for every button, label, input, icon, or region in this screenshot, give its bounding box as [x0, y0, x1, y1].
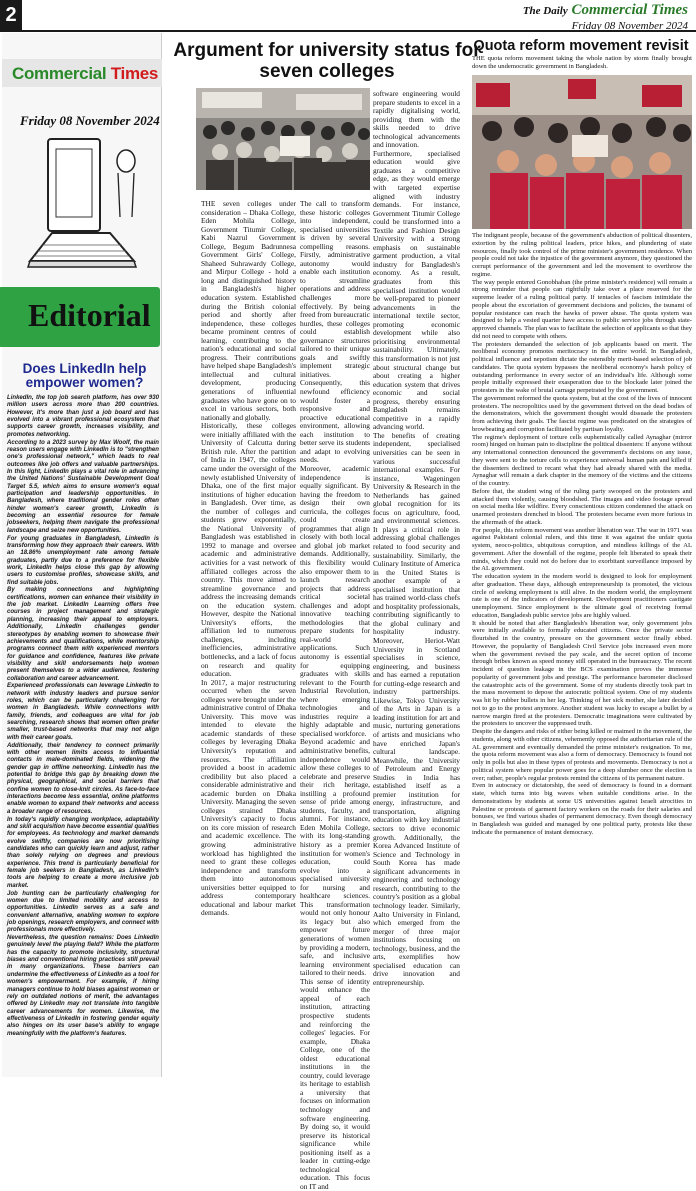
right-article-intro: THE quota reform movement taking the whole nation by storm finally brought down the undemocratic government in Bangladesh.: [472, 55, 692, 70]
masthead-name: Commercial Times: [571, 2, 688, 18]
header-rule: [0, 30, 696, 32]
center-column-1: [201, 200, 296, 1070]
article-paragraph: In 2017, a major restructuring occurred when the seven colleges were brought under the administrative control of Dhaka University. This move was intended to elevate the academic standards of these colleges by leveraging Dhaka University's reputation and resources. The affiliation provided a boost in academic credibility but also placed a considerable administrative and academic burden on Dhaka University. Managing the seven colleges strained Dhaka University's capacity to focus on its core mission of research and academic excellence. The growing administrative workload has highlighted the need to grant these colleges independence and transform them into autonomous universities better equipped to address contemporary educational and labour market demands.: [201, 677, 296, 918]
article-paragraph: Furthermore, specialised education would give graduates a competitive edge, as they would emerge with targeted expertise aligned with industry demands. For instance, Government Titumir College could be transformed into a Textile and Fashion Design University with a strong emphasis on sustainable garment production, a vital industry for Bangladesh's economy. As a result, graduates from this specialised institution would be well-prepared to pioneer advancements in the international textile sector, promoting economic development while also prioritising environmental sustainability. Ultimately, this transformation is not just about structural change but about creating a higher education system that drives economic and social progress, thereby ensuring Bangladesh remains competitive in a rapidly advancing world.: [373, 148, 460, 432]
article-paragraph: The call to transform these historic colleges into independent, specialised universities is driven by several compelling reasons. Firstly, administrative autonomy would enable each institution to streamline operations and address challenges more effectively. By being freed from bureaucratic hurdles, these colleges could establish governance structures tailored to their unique goals and swiftly implement strategic initiatives. Consequently, this newfound efficiency would foster a responsive and proactive educational environment, allowing each institution to better serve its students and adapt to evolving needs.: [300, 199, 370, 465]
quota-protest-photo: [472, 75, 692, 229]
masthead-brand: [523, 2, 688, 19]
center-column-2: [300, 199, 370, 1191]
editorial-headline: Does LinkedIn help empower women?: [22, 361, 147, 390]
article-paragraph: This sense of identity would enhance the appeal of each institution, attracting prospective students and reinforcing the colleges' legacies. For example, Dhaka College, one of the oldest educational institutions in the country, could leverage its heritage to establish a university that focuses on information technology and software engineering. By doing so, it would preserve its historical significance while positioning itself as a leader in cutting-edge technological education. This focus on IT and: [300, 976, 370, 1191]
center-article-title: Argument for university status for seven colleges: [173, 40, 481, 82]
section-label: Editorial: [28, 297, 151, 333]
article-paragraph: Even in autocracy or dictatorship, the seed of democracy is found in a dormant state, which turns into big waves when suitable conditions arise. In the demonstrations by students at some US universities against Israeli atrocities in Palestine or protests of garment factory workers on the roads for their salaries and bonuses, we find various shades of permanent democracy. Even though democracy in Bangladesh was guided and managed by one political party, protests like these indicate the permanence of instant democracy.: [472, 782, 692, 836]
masthead: [523, 2, 688, 32]
right-article-body: [472, 232, 692, 1074]
editorial-sidebar: [2, 33, 162, 1077]
masthead-date: Friday 08 November 2024: [571, 20, 688, 32]
article-paragraph: Historically, these colleges were initially affiliated with the University of Calcutta during British rule. After the partition of India in 1947, the colleges came under the oversight of the newly established University of Dhaka, one of the first major institutions of higher education in Bangladesh. Over time, as the number of colleges and students grew exponentially, the National University of Bangladesh was established in 1992 to manage and oversee academic and administrative activities for a vast network of affiliated colleges across the country. This move aimed to streamline governance and address the increasing demands on the education system. However, despite the National University's efforts, the affiliation led to numerous challenges, including inefficiencies, administrative bottlenecks, and a lack of focus on research and quality education.: [201, 421, 296, 679]
editorial-paragraph: By making connections and highlighting certifications, women can enhance their visibility in the job market. LinkedIn Learning offers free courses in project management and strategic planning, increasing their appeal to employers. Additionally, LinkedIn challenges gender stereotypes by enabling women to showcase their achievements and qualifications, while mentorship programs connect them with experienced mentors for guidance and confidence, features like private visibility and skill endorsements help women present themselves to a wider audience, fostering collaboration and career advancement.: [7, 587, 159, 682]
article-paragraph: The indignant people, because of the government's abduction of political dissenters, extortion by the ruling political leaders, price hikes, and plundering of state resources, finally took control of the prime minister's government residence. When people could not take the injustice of the government anymore, they questioned the corrupt performance of the government and led the movement to overthrow the regime.: [472, 232, 692, 278]
editorial-paragraph: LinkedIn, the top job search platform, has over 930 million users across more than 200 countries. However, it's more than just a job board and has evolved into a vibrant professional ecosystem that supports career growth, increases visibility, and promotes networking.: [7, 395, 159, 438]
editorial-paragraph: In today's rapidly changing workplace, adaptability and skill acquisition have become essential qualities for employees. As technology and market demands evolve swiftly, companies are now prioritising candidates who can quickly learn and adjust, rather than solely relying on degrees and previous experience. This trend is particularly beneficial for female job seekers in Bangladesh, as LinkedIn's tools are helping to create a more inclusive job market.: [7, 816, 159, 889]
sidebar-logo: Commercial Times: [12, 64, 159, 83]
editorial-paragraph: For young graduates in Bangladesh, LinkedIn is transforming how they approach their careers. With an 18.86% unemployment rate among female graduates, partly due to a preference for flexible work, LinkedIn helps close this gap by allowing users to customise profiles, showcase skills, and find suitable jobs.: [7, 535, 159, 586]
page-number: 2: [0, 0, 22, 30]
article-paragraph: Moreover, academic independence is equally significant. By having the freedom to design their own curricula, the colleges could create programmes that align closely with both local and global job market demands. Additionally, this flexibility would also empower them to launch research projects that address critical societal challenges and adopt innovative teaching methodologies that prepare students for real-world applications. Such autonomy is essential for equipping graduates with skills relevant to the Fourth Industrial Revolution, where emerging technologies and industries require a highly adaptable and specialised workforce.: [300, 463, 370, 738]
article-paragraph: software engineering would prepare students to excel in a rapidly digitalising world, providing them with the skills needed to drive technological advancements and innovation.: [373, 89, 460, 150]
editorial-paragraph: Job hunting can be particularly challenging for women due to limited mobility and access to opportunities. LinkedIn serves as a safe and convenient alternative, enabling women to explore job openings, research employers, and connect with professionals more effectively.: [7, 890, 159, 934]
sidebar-date: Friday 08 November 2024: [20, 113, 160, 128]
center-column-3: [373, 90, 460, 1070]
article-paragraph: It should be noted that after Bangladesh's liberation war, only government jobs were initially available to formally educated citizens. Once the private sector flourished in the country, pressure on the government sector finally ebbed. However, the popularity of Bangladesh Civil Service jobs increased even more when the government revised the pay scale, and the secret option of income through bribes known as speed money still operated in the bureaucracy. The recent incident of question leakage in the BCS examination proves the immense popularity of government jobs and prestige. The performance barometer disclosed the catastrophic acts of the government. Some of my students directly took part in the mass movement to depose the autocratic political system. One of my students was hit by rubber bullets in her leg. Thinking of her sick mother, she later decided not to go to the protest anymore. Another student was lucky to escape a bullet by a narrow margin fired at the protesters. Democratic imaginations were cultivated by the protesters to uncover the suppressed truth.: [472, 619, 692, 728]
laptop-illustration: [22, 137, 142, 277]
protest-photo: [196, 88, 370, 190]
article-paragraph: The education system in the modern world is designed to look for employment after graduation. These days, although entrepreneurship is promoted, the vicious circle of seeking employment is still alive. In the modern world, the employment rate is one of the indicators of development. Development practitioners castigate unemployment. Since employment is the ultimate goal of receiving formal education, Bangladesh public service jobs are highly valued.: [472, 573, 692, 619]
editorial-paragraph: According to a 2023 survey by Max Woolf, the main reason users engage with LinkedIn is to "strengthen one's professional network," which leads to real outcomes like job offers and valuable partnerships. In this light, LinkedIn plays a vital role in advancing the United Nations' Sustainable Development Goal Target 5.5, which aims to ensure women's equal participation and leadership opportunities. In Bangladesh, where traditional gender roles often hinder women's career growth, LinkedIn is becoming an essential resource for female jobseekers, helping them navigate the professional landscape and seize new opportunities.: [7, 439, 159, 534]
right-article-title: Quota reform movement revisit: [473, 38, 689, 54]
article-paragraph: The regime's deployment of torture cells euphemistically called Aynaghar (mirror room) hinged on human pain to discipline the political dissenters: If anyone without any international connection denounced the government's decisions on any issue, they were sent to the torture cells to experience universal human pain and killed if the dissenters declined to recant what they had already shared with the media. Aynaghar will remain a dark chapter in the memory of the victims and the citizens of the country.: [472, 433, 693, 487]
editorial-paragraph: Experienced professionals can leverage LinkedIn to network with industry leaders and pursue senior roles, which can be particularly challenging for women in Bangladesh. While connections with family, friends, and colleagues are vital for job searching, research shows that women often prefer smaller, trust-based networks that may not align with their career goals.: [7, 683, 159, 741]
article-paragraph: Before that, the student wing of the ruling party swooped on the protesters and attacked them violently, causing bloodshed. The images and video footage spread on social media like wildfire. Every conscientious citizen condemned the attack on unarmed protesters drenched in blood. The protesters became even more furious in the aftermath of the attack.: [472, 487, 692, 526]
article-paragraph: The government reformed the quota system, but at the cost of the lives of innocent protesters. The necropolitics used by the government thrived on the dead bodies of the demonstrators, which the government thought would dissuade the protesters from achieving their goals. The fascist regime was predicated on the strategies of browbeating and corruption facilitated by partisan loyalty.: [472, 394, 692, 433]
article-paragraph: The way people entered Gonobhaban (the prime minister's residence) will remain a strong reminder that people can rightfully take over a place reserved for the supreme leader of a ruling political party. If tentacles of fascism intimidate the people about the excoriation of government decisions and policies, the tsunami of popular resistance can reach the hawks of power abuse. The quota system was designed to help a vested quarter have access to public service jobs through state-approved channels. The plan was to facilitate the selection of applicants so that they did not need to compete with others.: [472, 278, 692, 340]
article-paragraph: Despite the dangers and risks of either being killed or maimed in the movement, the students, along with other citizens, vehemently opposed the authoritarian rule of the AL government and eventually demanded the prime minister's resignation. To me, the quota reform movement was also a form of democracy. Democracy is found not only in polls but also in these types of protests and movements. Democracy is not a political system where popular power goes for a deep slumber once the election is over; rather, people's regular protests remind the citizens of its permanent nature.: [472, 728, 692, 782]
article-paragraph: The benefits of creating independent, specialised universities can be seen in various successful international examples. For instance, Wageningen University & Research in the Netherlands has gained global recognition for its focus on agriculture, food, and environmental sciences. It plays a critical role in addressing global challenges related to food security and sustainability. Similarly, the Culinary Institute of America in the United States is another example of a specialised institution that has trained world-class chefs and hospitality professionals, contributing significantly to the global culinary and hospitality industry. Moreover, Heriot-Watt University in Scotland specialises in science, engineering, and business and has earned a reputation for cutting-edge research and industry partnerships. Likewise, Tokyo University of the Arts in Japan is a leading institution for art and music, nurturing generations of artists and musicians who have enriched Japan's cultural landscape. Meanwhile, the University of Petroleum and Energy Studies in India has established itself as a premier institution for energy, infrastructure, and transportation, aligning education with key industrial sectors to drive economic growth. Additionally, the Korea Advanced Institute of Science and Technology in South Korea has made significant advancements in engineering and technology research, contributing to the country's position as a global technology leader. Similarly, Aalto University in Finland, which emerged from the merger of three major institutions focusing on technology, business, and the arts, exemplifies how specialised education can drive innovation and entrepreneurship.: [373, 430, 460, 987]
editorial-body: [7, 395, 159, 1075]
article-paragraph: THE seven colleges under consideration – Dhaka College, Eden Mohila College, Government Titumir College, Kabi Nazrul Government College, Begum Badrunnesa Government Girls' College, Shaheed Suhrawardy College, and Mirpur College - hold a long and distinguished history in Bangladesh's higher education system. Established during the British colonial period and shortly after independence, these colleges became prominent centres of learning, contributing to the nation's educational and social progress. Their contributions have helped shape Bangladesh's intellectual and cultural development, producing generations of influential graduates who have gone on to excel in various sectors, both nationally and globally.: [201, 199, 296, 422]
article-paragraph: Beyond academic and administrative benefits, independence would allow these colleges to celebrate and preserve their rich heritage, instilling a profound sense of pride among students, faculty, and alumni. For instance, Eden Mohila College, with its long-standing history as a premier institution for women's education, could evolve into a specialised university for nursing and healthcare sciences. This transformation would not only honour its legacy but also empower future generations of women by providing a modern, safe, and inclusive learning environment tailored to their needs.: [300, 737, 370, 978]
sidebar-brand-bar: [2, 59, 162, 87]
article-paragraph: For people, this reform movement was another liberation war. The war in 1971 was against Pakistani colonial rulers, and this time it was against the unfair quota system, neoco-politics, ubiquitous corruption, and mindless killings of the AL government. After the downfall of the regime, people felt liberated to speak their minds, which they could not do before due to exorbitant surveillance imposed by the AL government.: [472, 526, 692, 573]
masthead-the: The Daily: [522, 5, 568, 17]
editorial-paragraph: Nevertheless, the question remains: Does LinkedIn genuinely level the playing field? While the platform has the capacity to promote inclusivity, structural biases and conventional hiring practices still prevail in many organizations. These barriers can undermine the effectiveness of LinkedIn as a tool for women's empowerment. For example, if hiring managers continue to hold biases against women or rely on outdated notions of merit, the advantages offered by LinkedIn may not translate into tangible career advancements for women. Likewise, the effectiveness of LinkedIn in fostering gender equity also hinges on its user base's ability to engage meaningfully with the platform's features.: [7, 935, 159, 1037]
editorial-paragraph: Additionally, their tendency to connect primarily with other women limits access to influential contacts in male-dominated fields, widening the gender gap in offline networking. LinkedIn has the potential to bridge this gap by breaking down the physical, geographical, and social barriers that confine women to close-knit circles. As face-to-face interactions become less essential, online platforms enable women to expand their networks and access a broader range of resources.: [7, 742, 159, 815]
article-paragraph: The protesters demanded the selection of job applicants based on merit. The neoliberal economy promotes meritocracy in the entire world. In Bangladesh, political influence and nepotism dictate the ostensibly merit-based selection of job candidates. The quota system bypasses the neoliberal economy's harsh policy of outstanding performance in every sector of an individual's life. Although some people initially expressed their exasperation due to the blockade later joined the protesters in the wake of brutal carnage perpetrated by the government.: [472, 340, 692, 394]
editorial-section-tab: [0, 287, 160, 347]
